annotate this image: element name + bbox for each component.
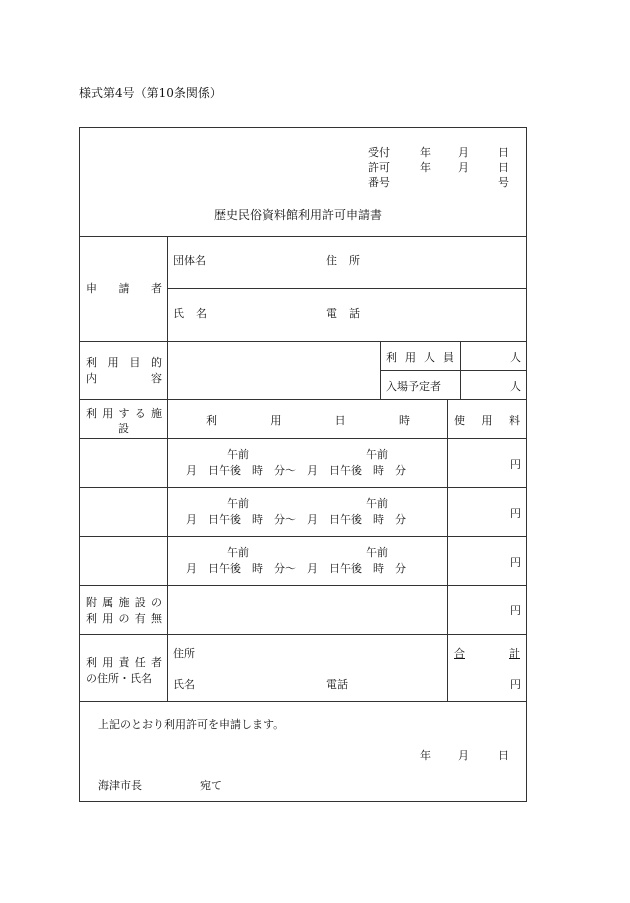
responsible-label-line1: 利 用 責 任 者 <box>86 656 162 669</box>
footer-month: 月 <box>458 749 469 762</box>
rule-purpose-split <box>380 341 381 399</box>
responsible-label-line2: の住所・氏名 <box>86 672 152 685</box>
rule-below-schedule-header <box>80 438 526 439</box>
slot2-datetime: 月 日午後 時 分～ 月 日午後 時 分 <box>186 513 406 526</box>
rule-below-header <box>80 236 526 237</box>
rule-applicant-mid <box>168 288 526 289</box>
slot3-yen: 円 <box>510 556 521 569</box>
annex-label-line2: 利 用 の 有 無 <box>86 612 162 625</box>
responsible-address-label: 住所 <box>173 647 195 660</box>
slot1-am-start: 午前 <box>227 448 249 461</box>
applicant-name-label: 氏名 <box>173 307 219 320</box>
slot2-yen: 円 <box>510 507 521 520</box>
rule-slot-1 <box>80 487 526 488</box>
slot1-datetime: 月 日午後 時 分～ 月 日午後 時 分 <box>186 464 406 477</box>
slot2-am-end: 午前 <box>366 497 388 510</box>
slot3-am-start: 午前 <box>227 546 249 559</box>
responsible-name-label: 氏名 <box>173 678 195 691</box>
application-statement: 上記のとおり利用許可を申請します。 <box>98 718 285 731</box>
total-label: 合 計 <box>454 647 520 660</box>
fee-header: 使 用 料 <box>454 414 520 427</box>
rule-slot-3 <box>80 585 526 586</box>
slot1-am-end: 午前 <box>366 448 388 461</box>
addressee: 海津市長 <box>98 779 142 792</box>
responsible-phone-label: 電話 <box>326 678 348 691</box>
total-yen: 円 <box>510 678 521 691</box>
form-number-label: 様式第4号（第10条関係） <box>79 86 222 100</box>
rule-purpose-mid <box>380 370 526 371</box>
datetime-header: 利 用 日 時 <box>206 414 410 427</box>
rule-purpose-count <box>460 341 461 399</box>
rule-below-purpose <box>80 399 526 400</box>
footer-year: 年 <box>420 749 431 762</box>
applicant-phone-label: 電話 <box>326 307 372 320</box>
rule-fee-column <box>447 399 448 701</box>
facility-header-line1: 利 用 す る 施 <box>86 407 162 420</box>
group-name-label: 団体名 <box>173 254 206 267</box>
annex-label-line1: 附 属 施 設 の <box>86 596 162 609</box>
form-title: 歴史民俗資料館利用許可申請書 <box>214 208 383 222</box>
slot3-am-end: 午前 <box>366 546 388 559</box>
slot2-am-start: 午前 <box>227 497 249 510</box>
users-count-label: 利 用 人 員 <box>386 351 454 364</box>
rule-below-responsible <box>80 701 526 702</box>
rule-below-annex <box>80 634 526 635</box>
slot3-datetime: 月 日午後 時 分～ 月 日午後 時 分 <box>186 562 406 575</box>
rule-label-column <box>167 236 168 701</box>
application-form: 受付 年 月 日 許可 年 月 日 番号 号 歴史民俗資料館利用許可申請書 申 請 者 団体名 住所 氏名 電話 利 用 目 的 内 容 利 用 人 員 人 入場予定者 人 利 用 す る 施 設 利 用 日 時 使 用 料 午前 午前 月 日午後 時 分～ 月 日午後 時 分 円 午前 午前 月 日午後 時 分～ 月 日午後 時 分 円 午前 午前 月 日午後 時 分～ 月 日午後 時 分 円 附 属 施 設 の 利 用 の 有 無 円 利 用 責 任 者 の住所・氏名 住所 氏名 電話 合 計 円 上記のとおり利用許可を申請します。 年 月 日 海津市長 宛て <box>79 127 527 802</box>
facility-header-line2: 設 <box>118 422 129 435</box>
visitors-unit: 人 <box>510 380 521 393</box>
content-label: 内 容 <box>86 372 162 385</box>
applicant-address-label: 住所 <box>326 254 372 267</box>
addressee-ate: 宛て <box>200 779 222 792</box>
footer-day: 日 <box>498 749 509 762</box>
rule-slot-2 <box>80 536 526 537</box>
users-unit: 人 <box>510 351 521 364</box>
applicant-label: 申 請 者 <box>86 282 162 295</box>
annex-yen: 円 <box>510 604 521 617</box>
visitors-label: 入場予定者 <box>386 380 441 393</box>
slot1-yen: 円 <box>510 458 521 471</box>
purpose-label: 利 用 目 的 <box>86 356 162 369</box>
